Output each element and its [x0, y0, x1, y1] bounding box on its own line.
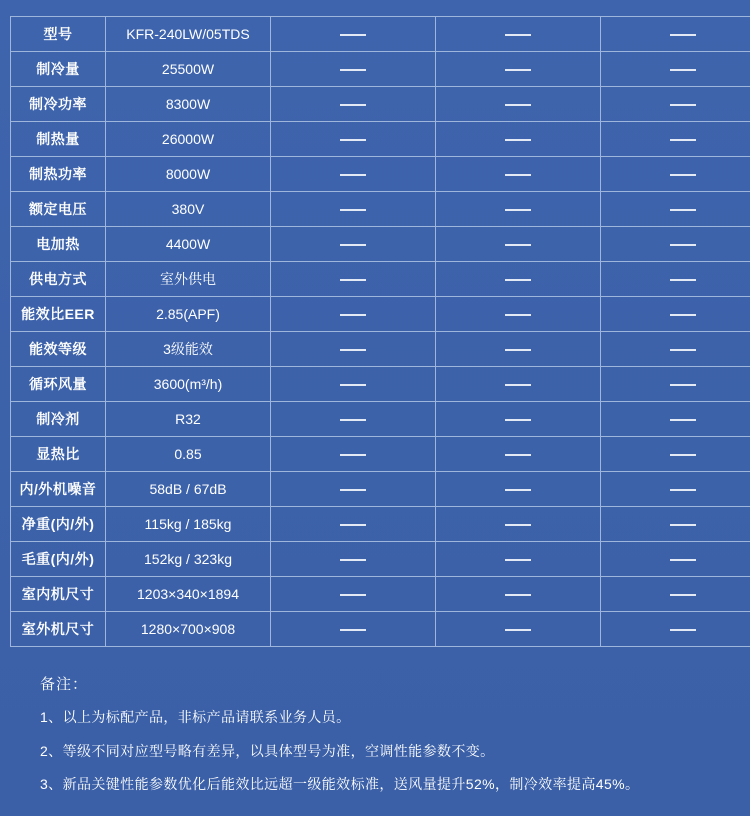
spec-empty-cell [436, 437, 601, 472]
spec-empty-cell [436, 542, 601, 577]
dash-icon [340, 384, 366, 386]
spec-empty-cell [436, 262, 601, 297]
spec-label-cell: 制热功率 [11, 157, 106, 192]
spec-empty-cell [271, 52, 436, 87]
spec-empty-cell [436, 612, 601, 647]
dash-icon [670, 454, 696, 456]
dash-icon [340, 34, 366, 36]
spec-empty-cell [436, 367, 601, 402]
dash-icon [670, 279, 696, 281]
dash-icon [505, 454, 531, 456]
spec-empty-cell [601, 612, 750, 647]
dash-icon [505, 629, 531, 631]
note-item: 2、等级不同对应型号略有差异，以具体型号为准，空调性能参数不变。 [40, 742, 495, 759]
table-row [11, 507, 750, 542]
table-row [11, 17, 750, 52]
spec-empty-cell [601, 87, 750, 122]
spec-empty-cell [436, 52, 601, 87]
table-row [11, 87, 750, 122]
spec-value-cell: 115kg / 185kg [106, 507, 271, 542]
spec-empty-cell [436, 87, 601, 122]
spec-value-cell: 25500W [106, 52, 271, 87]
dash-icon [340, 559, 366, 561]
spec-label-cell: 毛重(内/外) [11, 542, 106, 577]
spec-value-cell: 3600(m³/h) [106, 367, 271, 402]
spec-empty-cell [601, 227, 750, 262]
dash-icon [340, 314, 366, 316]
spec-value-cell: 2.85(APF) [106, 297, 271, 332]
spec-empty-cell [436, 227, 601, 262]
spec-empty-cell [601, 297, 750, 332]
dash-icon [340, 139, 366, 141]
dash-icon [340, 489, 366, 491]
dash-icon [340, 419, 366, 421]
spec-empty-cell [601, 122, 750, 157]
spec-value-cell: 3级能效 [106, 332, 271, 367]
dash-icon [505, 384, 531, 386]
spec-label-cell: 额定电压 [11, 192, 106, 227]
spec-empty-cell [271, 472, 436, 507]
dash-icon [505, 174, 531, 176]
dash-icon [670, 139, 696, 141]
spec-empty-cell [601, 437, 750, 472]
dash-icon [340, 209, 366, 211]
dash-icon [340, 244, 366, 246]
table-row [11, 542, 750, 577]
dash-icon [340, 629, 366, 631]
dash-icon [340, 174, 366, 176]
spec-label-cell: 内/外机噪音 [11, 472, 106, 507]
table-row [11, 437, 750, 472]
dash-icon [670, 314, 696, 316]
dash-icon [670, 559, 696, 561]
dash-icon [505, 559, 531, 561]
dash-icon [340, 69, 366, 71]
dash-icon [505, 594, 531, 596]
table-row [11, 192, 750, 227]
table-row [11, 612, 750, 647]
dash-icon [505, 279, 531, 281]
dash-icon [670, 489, 696, 491]
spec-label-cell: 供电方式 [11, 262, 106, 297]
dash-icon [340, 104, 366, 106]
spec-empty-cell [436, 402, 601, 437]
spec-empty-cell [601, 17, 750, 52]
dash-icon [670, 629, 696, 631]
table-row [11, 297, 750, 332]
dash-icon [670, 69, 696, 71]
dash-icon [670, 244, 696, 246]
spec-value-cell: 58dB / 67dB [106, 472, 271, 507]
spec-value-cell: 0.85 [106, 437, 271, 472]
table-row [11, 402, 750, 437]
dash-icon [670, 524, 696, 526]
table-row [11, 122, 750, 157]
dash-icon [670, 419, 696, 421]
spec-empty-cell [601, 262, 750, 297]
dash-icon [670, 104, 696, 106]
dash-icon [670, 209, 696, 211]
spec-empty-cell [436, 332, 601, 367]
table-row [11, 367, 750, 402]
dash-icon [340, 349, 366, 351]
spec-empty-cell [436, 17, 601, 52]
dash-icon [505, 104, 531, 106]
spec-empty-cell [271, 227, 436, 262]
spec-label-cell: 制冷量 [11, 52, 106, 87]
spec-label-cell: 室外机尺寸 [11, 612, 106, 647]
spec-value-cell: 152kg / 323kg [106, 542, 271, 577]
spec-value-cell: 8000W [106, 157, 271, 192]
spec-label-cell: 室内机尺寸 [11, 577, 106, 612]
spec-empty-cell [271, 262, 436, 297]
spec-label-cell: 制冷剂 [11, 402, 106, 437]
spec-empty-cell [436, 157, 601, 192]
spec-empty-cell [271, 367, 436, 402]
dash-icon [505, 489, 531, 491]
specification-table-body [11, 17, 750, 647]
spec-value-cell: 1203×340×1894 [106, 577, 271, 612]
dash-icon [505, 244, 531, 246]
spec-empty-cell [436, 192, 601, 227]
spec-empty-cell [271, 87, 436, 122]
spec-empty-cell [271, 157, 436, 192]
table-row [11, 332, 750, 367]
spec-empty-cell [601, 507, 750, 542]
spec-label-cell: 净重(内/外) [11, 507, 106, 542]
spec-empty-cell [436, 507, 601, 542]
spec-empty-cell [601, 52, 750, 87]
spec-empty-cell [436, 577, 601, 612]
dash-icon [340, 279, 366, 281]
spec-empty-cell [601, 332, 750, 367]
dash-icon [670, 594, 696, 596]
dash-icon [505, 314, 531, 316]
spec-empty-cell [271, 507, 436, 542]
dash-icon [505, 69, 531, 71]
spec-value-cell: 26000W [106, 122, 271, 157]
spec-empty-cell [436, 297, 601, 332]
dash-icon [505, 209, 531, 211]
spec-label-cell: 电加热 [11, 227, 106, 262]
spec-value-cell: 1280×700×908 [106, 612, 271, 647]
spec-value-cell: R32 [106, 402, 271, 437]
spec-empty-cell [436, 472, 601, 507]
spec-label-cell: 显热比 [11, 437, 106, 472]
dash-icon [505, 34, 531, 36]
spec-value-cell: 4400W [106, 227, 271, 262]
spec-label-cell: 制热量 [11, 122, 106, 157]
specification-table [10, 16, 750, 647]
spec-empty-cell [601, 157, 750, 192]
spec-empty-cell [601, 472, 750, 507]
table-row [11, 52, 750, 87]
dash-icon [670, 34, 696, 36]
spec-empty-cell [601, 367, 750, 402]
spec-label-cell: 循环风量 [11, 367, 106, 402]
spec-empty-cell [271, 577, 436, 612]
spec-empty-cell [271, 17, 436, 52]
dash-icon [670, 384, 696, 386]
spec-value-cell: 380V [106, 192, 271, 227]
dash-icon [505, 419, 531, 421]
dash-icon [340, 454, 366, 456]
table-row [11, 577, 750, 612]
note-item: 1、以上为标配产品，非标产品请联系业务人员。 [40, 709, 351, 725]
spec-label-cell: 能效等级 [11, 332, 106, 367]
spec-empty-cell [436, 122, 601, 157]
spec-empty-cell [601, 192, 750, 227]
dash-icon [340, 594, 366, 596]
spec-empty-cell [271, 437, 436, 472]
table-row [11, 472, 750, 507]
spec-label-cell: 型号 [11, 17, 106, 52]
dash-icon [670, 174, 696, 176]
dash-icon [340, 524, 366, 526]
spec-empty-cell [601, 577, 750, 612]
spec-empty-cell [271, 332, 436, 367]
spec-empty-cell [271, 542, 436, 577]
spec-empty-cell [271, 122, 436, 157]
spec-label-cell: 能效比EER [11, 297, 106, 332]
table-row [11, 157, 750, 192]
table-row [11, 227, 750, 262]
dash-icon [505, 524, 531, 526]
spec-empty-cell [271, 192, 436, 227]
note-item: 3、新品关键性能参数优化后能效比远超一级能效标准，送风量提升52%，制冷效率提高45%。 [40, 776, 640, 793]
spec-empty-cell [601, 542, 750, 577]
spec-value-cell: KFR-240LW/05TDS [106, 17, 271, 52]
dash-icon [505, 139, 531, 141]
spec-label-cell: 制冷功率 [11, 87, 106, 122]
notes-section [10, 673, 740, 795]
spec-empty-cell [271, 612, 436, 647]
spec-value-cell: 室外供电 [106, 262, 271, 297]
notes-title: 备注： [40, 676, 89, 693]
table-row [11, 262, 750, 297]
spec-value-cell: 8300W [106, 87, 271, 122]
spec-empty-cell [601, 402, 750, 437]
dash-icon [505, 349, 531, 351]
spec-empty-cell [271, 297, 436, 332]
dash-icon [670, 349, 696, 351]
spec-empty-cell [271, 402, 436, 437]
